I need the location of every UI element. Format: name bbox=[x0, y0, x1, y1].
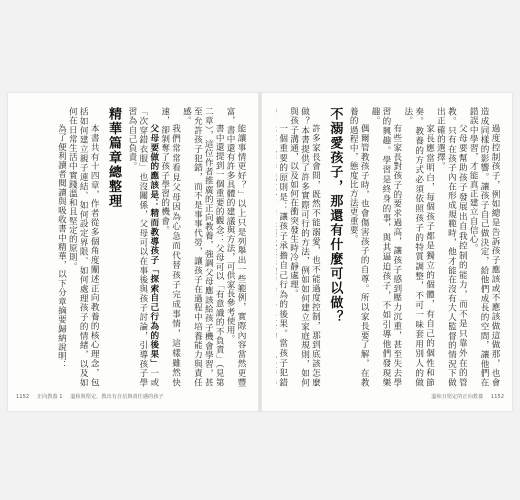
left-page-text bbox=[20, 107, 246, 387]
paragraph: 我們常常看見父母因為心急而代替孩子完成事情，這樣雖然快速，卻剝奪了孩子學習的機會。 bbox=[159, 107, 181, 387]
paragraph: 許多家長會問，既然不能溺愛，也不能過度控制，那到底該怎麼做？本書提供了許多實際可行的方法，例如如何建立家庭規則，如何與孩子溝通，以及如何在衝突發生時冷靜處理。 bbox=[288, 107, 321, 387]
highlight-paragraph bbox=[126, 107, 159, 387]
paragraph: 書中還提到一個重要的觀念：父母可以「有意識的不負責」（見第二章），這位作者推廣的正向教養，強調父母應該給孩子機會學習，甚至允許孩子犯錯，而不是事事代勞，讓孩子在過程中培養能力與責任感。 bbox=[181, 107, 225, 387]
page-footer bbox=[16, 393, 170, 400]
left-page bbox=[8, 93, 258, 411]
paragraph: 為了便利讀者閱讀與吸收書中精華，以下分章摘要歸納說明： bbox=[56, 124, 67, 370]
section-heading: 不溺愛孩子，那還有什麼可以做？ bbox=[327, 107, 343, 325]
paragraph: 能讓事情更好？」以上只是列舉出一些範例，實際內容當然更豐富，書中還有許多具體的建議與方法，可供家長參考使用。 bbox=[225, 107, 246, 387]
book-spread bbox=[8, 93, 512, 411]
paragraph: 一個重要的原則是：讓孩子承擔自己行為的後果。當孩子犯錯 bbox=[277, 124, 288, 387]
running-subtitle: 溫和與堅定，教出有自信與責任感的孩子 bbox=[70, 394, 164, 400]
running-title: 正向教養 1 bbox=[36, 394, 63, 400]
right-page-text bbox=[276, 107, 500, 387]
page-number: 1152 bbox=[16, 394, 30, 400]
section-heading: 精華篇章總整理 bbox=[106, 107, 122, 209]
paragraph: 偶爾管教孩子時，也會傷害孩子的自尊。所以家長要了解，在教養的過程中，態度比方法更重要。 bbox=[348, 107, 370, 387]
paragraph: 過度控制孩子，例如總是告訴孩子應該或不應該做這做那，也會造成同樣的影響。讓孩子自己做決定，給他們成長的空間，讓他們在錯誤中學習，才能真正建立自信心。 bbox=[468, 107, 500, 387]
page-number: 1152 bbox=[490, 394, 504, 400]
highlight-text: 父母要做的應該是：精而教導孩子「探索自己行為的後果」 bbox=[148, 124, 159, 369]
paragraph: 本書共有十四章，作者從多個角度闡述正向教養的核心理念，包括如何建立親子連結、如何設定界限、如何處理孩子的情緒，以及如何在日常生活中實踐溫和且堅定的原則。 bbox=[67, 107, 100, 387]
paragraph: 家長應當明白，每個孩子都是獨立的個體，有自己的個性和節奏。教養的方式必須依照孩子的特質調整，不可一味套用別人的做法。 bbox=[402, 107, 435, 387]
paragraph: 有些家長對孩子的要求過高，讓孩子感到壓力沉重，甚至失去學習的興趣。學習是終身的事，與其逼迫孩子，不如引導他們發現樂趣。 bbox=[370, 107, 402, 387]
running-title: 溫和且堅定的正向教養 bbox=[431, 394, 484, 400]
highlight-continuation: 一或「次穿錯衣服」也沒關係，父母可以在事後與孩子討論，引導孩子學習為自己負責。 bbox=[126, 107, 159, 387]
page-footer bbox=[425, 393, 504, 400]
book-gutter bbox=[258, 93, 262, 411]
right-page bbox=[262, 93, 512, 411]
paragraph: 父母要幫助孩子發展出自我控制的能力，而不是只靠外在的管教。只有在孩子內在形成規範時，他才能在沒有大人監督的情況下做出正確的選擇。 bbox=[435, 107, 468, 387]
